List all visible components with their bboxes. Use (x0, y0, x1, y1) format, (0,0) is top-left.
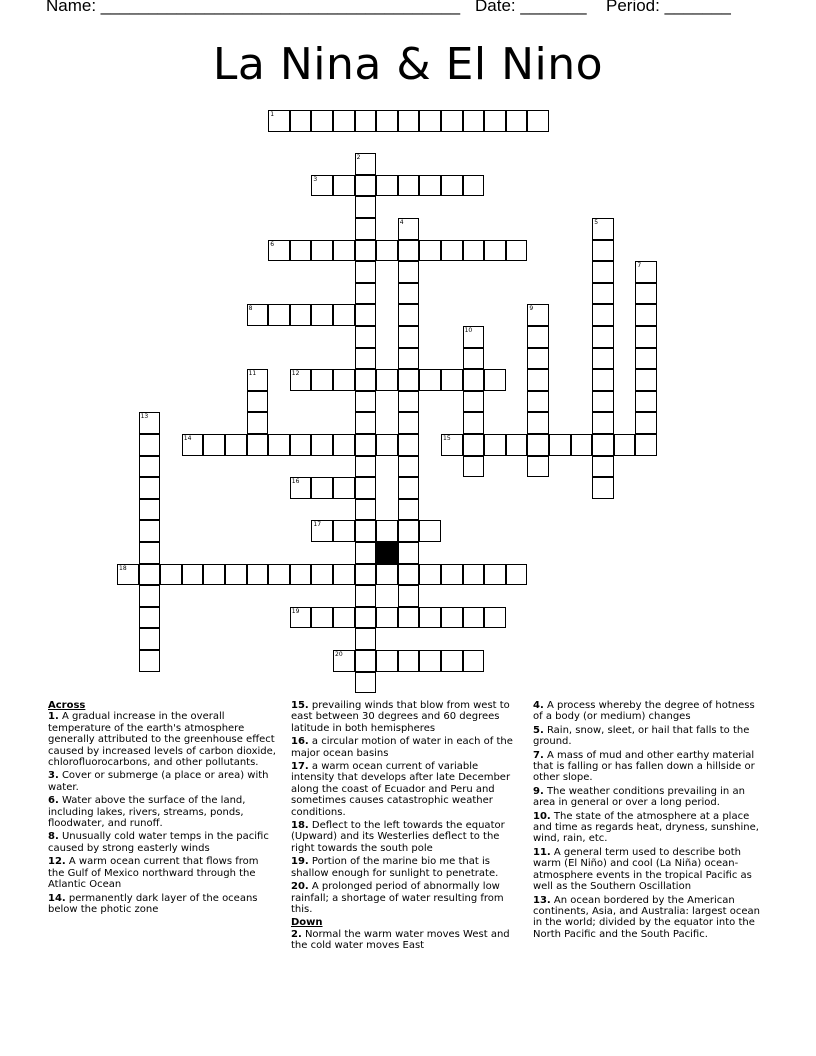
crossword-cell[interactable] (247, 434, 269, 456)
clue-number-label: 3 (313, 175, 318, 183)
crossword-cell[interactable] (484, 369, 506, 391)
crossword-cell[interactable] (355, 196, 377, 218)
crossword-cell[interactable] (635, 348, 657, 370)
crossword-cell[interactable] (311, 564, 333, 586)
crossword-cell[interactable] (355, 412, 377, 434)
down-heading: Down (291, 917, 323, 929)
crossword-cell[interactable] (592, 261, 614, 283)
crossword-cell[interactable] (571, 434, 593, 456)
crossword-cell[interactable] (355, 283, 377, 305)
crossword-cell[interactable] (484, 564, 506, 586)
crossword-cell[interactable] (333, 434, 355, 456)
crossword-cell[interactable] (441, 607, 463, 629)
crossword-cell[interactable] (463, 456, 485, 478)
crossword-cell[interactable] (398, 240, 420, 262)
crossword-cell[interactable] (247, 304, 269, 326)
crossword-cell[interactable] (398, 304, 420, 326)
crossword-cell[interactable] (225, 434, 247, 456)
crossword-cell[interactable] (311, 304, 333, 326)
crossword-cell[interactable] (268, 304, 290, 326)
clue-number-label: 17 (313, 521, 322, 529)
crossword-cell[interactable] (592, 369, 614, 391)
crossword-cell[interactable] (398, 218, 420, 240)
crossword-cell[interactable] (398, 456, 420, 478)
crossword-cell[interactable] (290, 110, 312, 132)
crossword-cell[interactable] (139, 585, 161, 607)
crossword-cell[interactable] (635, 391, 657, 413)
crossword-cell[interactable] (355, 369, 377, 391)
clue-number-label: 20 (335, 651, 343, 658)
crossword-cell[interactable] (635, 326, 657, 348)
crossword-cell[interactable] (441, 564, 463, 586)
crossword-cell[interactable] (311, 175, 333, 197)
crossword-cell[interactable] (355, 348, 377, 370)
crossword-cell[interactable] (268, 564, 290, 586)
crossword-cell[interactable] (398, 477, 420, 499)
crossword-cell[interactable] (441, 650, 463, 672)
crossword-cell[interactable] (441, 240, 463, 262)
clue-item: 13. An ocean bordered by the American continents, Asia, and Australia: largest ocean in the world; divided by the equator into the North Pacific and the South Pacific. (533, 894, 760, 940)
crossword-cell[interactable] (463, 434, 485, 456)
period-field[interactable]: Period: _______ (606, 0, 731, 15)
crossword-cell[interactable] (182, 434, 204, 456)
crossword-cell[interactable] (139, 520, 161, 542)
crossword-cell[interactable] (592, 434, 614, 456)
crossword-cell[interactable] (376, 369, 398, 391)
crossword-cell[interactable] (398, 564, 420, 586)
crossword-cell[interactable] (635, 412, 657, 434)
crossword-cell[interactable] (139, 456, 161, 478)
clue-column-1 (48, 700, 276, 917)
clue-item: 9. The weather conditions prevailing in an area in general or over a long period. (533, 785, 745, 809)
crossword-cell[interactable] (268, 110, 290, 132)
crossword-cell[interactable] (635, 304, 657, 326)
crossword-cell[interactable] (398, 261, 420, 283)
crossword-cell[interactable] (333, 520, 355, 542)
crossword-cell[interactable] (463, 326, 485, 348)
crossword-cell[interactable] (290, 369, 312, 391)
clue-number-label: 6 (270, 240, 275, 248)
crossword-cell[interactable] (333, 607, 355, 629)
crossword-cell[interactable] (139, 499, 161, 521)
date-field[interactable]: Date: _______ (475, 0, 587, 15)
crossword-cell[interactable] (441, 434, 463, 456)
clue-number-label: 12 (291, 370, 300, 378)
crossword-cell[interactable] (592, 456, 614, 478)
clue-item: 17. a warm ocean current of variable intensity that develops after late December along the coast of Ecuador and Peru and sometimes causes catastrophic weather conditions. (291, 761, 511, 818)
crossword-cell[interactable] (333, 175, 355, 197)
crossword-cell[interactable] (139, 434, 161, 456)
clue-item: 18. Deflect to the left towards the equator (Upward) and its Westerlies deflect to the right towards the south pole (291, 820, 505, 854)
crossword-cell[interactable] (160, 564, 182, 586)
crossword-cell[interactable] (527, 326, 549, 348)
crossword-cell[interactable] (355, 672, 377, 694)
crossword-cell[interactable] (139, 564, 161, 586)
crossword-cell[interactable] (333, 477, 355, 499)
clue-column-2 (291, 700, 519, 954)
crossword-cell[interactable] (247, 412, 269, 434)
crossword-cell[interactable] (333, 564, 355, 586)
clue-item: 4. A process whereby the degree of hotness of a body (or medium) changes (533, 700, 755, 723)
crossword-cell[interactable] (333, 304, 355, 326)
crossword-cell[interactable] (311, 607, 333, 629)
crossword-cell[interactable] (290, 477, 312, 499)
crossword-cell[interactable] (419, 240, 441, 262)
clue-number-label: 4 (399, 219, 404, 226)
crossword-cell[interactable] (635, 369, 657, 391)
crossword-cell[interactable] (203, 434, 225, 456)
crossword-cell[interactable] (484, 110, 506, 132)
crossword-cell[interactable] (376, 110, 398, 132)
crossword-cell[interactable] (311, 477, 333, 499)
clue-number-label: 18 (119, 564, 127, 572)
crossword-cell[interactable] (311, 240, 333, 262)
clue-number-label: 1 (270, 111, 275, 118)
crossword-cell[interactable] (398, 607, 420, 629)
crossword-cell[interactable] (203, 564, 225, 586)
crossword-cell[interactable] (527, 304, 549, 326)
crossword-cell[interactable] (614, 434, 636, 456)
clue-number-label: 19 (291, 607, 300, 615)
crossword-cell[interactable] (441, 110, 463, 132)
crossword-cell[interactable] (182, 564, 204, 586)
crossword-cell[interactable] (419, 607, 441, 629)
crossword-cell[interactable] (355, 499, 377, 521)
crossword-cell[interactable] (506, 110, 528, 132)
crossword-cell[interactable] (441, 369, 463, 391)
clue-item: 12. A warm ocean current that flows from the Gulf of Mexico northward through the Atlantic Ocean (48, 856, 259, 891)
crossword-cell[interactable] (592, 218, 614, 240)
crossword-cell[interactable] (311, 520, 333, 542)
clue-number-label: 8 (248, 305, 253, 313)
crossword-cell[interactable] (398, 650, 420, 672)
crossword-cell[interactable] (333, 240, 355, 262)
clue-item: 10. The state of the atmosphere at a place and time as regards heat, dryness, sunshine, wind, rain, etc. (533, 810, 759, 845)
crossword-cell[interactable] (527, 348, 549, 370)
crossword-cell[interactable] (225, 564, 247, 586)
clue-number-label: 2 (356, 154, 361, 162)
crossword-cell[interactable] (419, 175, 441, 197)
crossword-cell[interactable] (527, 391, 549, 413)
crossword-cell[interactable] (355, 564, 377, 586)
crossword-cell[interactable] (484, 607, 506, 629)
crossword-cell[interactable] (398, 434, 420, 456)
crossword-cell[interactable] (290, 607, 312, 629)
crossword-cell[interactable] (139, 412, 161, 434)
crossword-cell[interactable] (398, 391, 420, 413)
crossword-cell[interactable] (268, 240, 290, 262)
crossword-cell[interactable] (398, 369, 420, 391)
crossword-cell[interactable] (398, 110, 420, 132)
crossword-cell[interactable] (355, 434, 377, 456)
clue-column-3 (533, 700, 767, 942)
crossword-cell[interactable] (117, 564, 139, 586)
crossword-cell[interactable] (549, 434, 571, 456)
crossword-cell[interactable] (355, 391, 377, 413)
crossword-cell[interactable] (398, 326, 420, 348)
crossword-cell[interactable] (290, 304, 312, 326)
clue-number-label: 7 (637, 262, 642, 270)
clue-item: 1. A gradual increase in the overall temperature of the earth's atmosphere generally attributed to the greenhouse effect caused by increased levels of carbon dioxide, chlorofluorocarbons, and other pollutants. (48, 711, 276, 769)
crossword-cell[interactable] (635, 434, 657, 456)
crossword-cell[interactable] (311, 434, 333, 456)
crossword-cell[interactable] (355, 153, 377, 175)
crossword-cell[interactable] (506, 564, 528, 586)
crossword-cell[interactable] (376, 650, 398, 672)
crossword-cell[interactable] (247, 391, 269, 413)
crossword-cell[interactable] (290, 564, 312, 586)
crossword-cell[interactable] (247, 369, 269, 391)
clue-item: 20. A prolonged period of abnormally low rainfall; a shortage of water resulting from this. (291, 881, 504, 915)
crossword-cell[interactable] (376, 240, 398, 262)
crossword-cell[interactable] (355, 456, 377, 478)
crossword-cell[interactable] (419, 369, 441, 391)
crossword-cell[interactable] (592, 240, 614, 262)
crossword-cell[interactable] (463, 564, 485, 586)
crossword-cell[interactable] (463, 240, 485, 262)
blocked-cell (376, 542, 398, 564)
crossword-cell[interactable] (398, 542, 420, 564)
crossword-cell[interactable] (592, 412, 614, 434)
crossword-cell[interactable] (355, 240, 377, 262)
crossword-cell[interactable] (376, 520, 398, 542)
clue-number-label: 10 (464, 327, 473, 334)
crossword-cell[interactable] (635, 283, 657, 305)
crossword-cell[interactable] (355, 585, 377, 607)
clue-item: 5. Rain, snow, sleet, or hail that falls to the ground. (533, 724, 750, 748)
crossword-cell[interactable] (268, 434, 290, 456)
crossword-cell[interactable] (398, 585, 420, 607)
crossword-cell[interactable] (527, 434, 549, 456)
crossword-cell[interactable] (355, 650, 377, 672)
clue-item: 16. a circular motion of water in each of the major ocean basins (291, 736, 513, 759)
clue-number-label: 16 (291, 478, 300, 486)
crossword-cell[interactable] (463, 412, 485, 434)
crossword-cell[interactable] (139, 628, 161, 650)
crossword-cell[interactable] (592, 326, 614, 348)
crossword-cell[interactable] (333, 650, 355, 672)
clue-number-label: 13 (140, 413, 149, 421)
clue-item: 3. Cover or submerge (a place or area) with water. (48, 770, 269, 793)
crossword-cell[interactable] (139, 607, 161, 629)
crossword-cell[interactable] (355, 304, 377, 326)
crossword-cell[interactable] (484, 240, 506, 262)
crossword-cell[interactable] (376, 175, 398, 197)
clue-item: 19. Portion of the marine bio me that is shallow enough for sunlight to penetrate. (291, 856, 499, 879)
name-field[interactable]: Name: ______________________________________ (46, 0, 461, 15)
crossword-cell[interactable] (441, 175, 463, 197)
crossword-cell[interactable] (139, 650, 161, 672)
clue-number-label: 5 (594, 219, 599, 226)
crossword-cell[interactable] (398, 499, 420, 521)
crossword-cell[interactable] (506, 240, 528, 262)
clue-item: 7. A mass of mud and other earthy material that is falling or has fallen down a hillside or other slope. (533, 749, 755, 784)
clue-item: 14. permanently dark layer of the oceans below the photic zone (48, 892, 258, 915)
clue-number-label: 14 (183, 435, 192, 442)
crossword-cell[interactable] (592, 348, 614, 370)
crossword-cell[interactable] (355, 218, 377, 240)
crossword-cell[interactable] (463, 650, 485, 672)
clue-item: 8. Unusually cold water temps in the pacific caused by strong easterly winds (48, 831, 269, 854)
crossword-cell[interactable] (463, 348, 485, 370)
crossword-cell[interactable] (355, 607, 377, 629)
crossword-cell[interactable] (398, 520, 420, 542)
crossword-cell[interactable] (592, 391, 614, 413)
crossword-cell[interactable] (290, 434, 312, 456)
crossword-cell[interactable] (355, 542, 377, 564)
crossword-cell[interactable] (398, 175, 420, 197)
crossword-cell[interactable] (139, 477, 161, 499)
crossword-cell[interactable] (527, 110, 549, 132)
crossword-cell[interactable] (376, 607, 398, 629)
crossword-cell[interactable] (419, 564, 441, 586)
crossword-cell[interactable] (419, 650, 441, 672)
crossword-cell[interactable] (247, 564, 269, 586)
crossword-cell[interactable] (311, 110, 333, 132)
crossword-cell[interactable] (463, 110, 485, 132)
crossword-cell[interactable] (311, 369, 333, 391)
crossword-cell[interactable] (419, 520, 441, 542)
crossword-cell[interactable] (635, 261, 657, 283)
crossword-cell[interactable] (527, 456, 549, 478)
crossword-cell[interactable] (355, 110, 377, 132)
crossword-cell[interactable] (398, 283, 420, 305)
crossword-cell[interactable] (333, 110, 355, 132)
crossword-cell[interactable] (355, 261, 377, 283)
crossword-cell[interactable] (355, 175, 377, 197)
student-info-header (46, 0, 786, 20)
crossword-cell[interactable] (592, 477, 614, 499)
crossword-cell[interactable] (355, 520, 377, 542)
clue-item: 2. Normal the warm water moves West and the cold water moves East (291, 928, 510, 952)
clue-item: 6. Water above the surface of the land, including lakes, rivers, streams, ponds, floodwater, and runoff. (48, 795, 246, 830)
crossword-cell[interactable] (355, 477, 377, 499)
page-title: La Nina & El Nino (212, 39, 604, 90)
crossword-cell[interactable] (398, 348, 420, 370)
crossword-cell[interactable] (506, 434, 528, 456)
crossword-cell[interactable] (355, 326, 377, 348)
crossword-cell[interactable] (592, 283, 614, 305)
crossword-cell[interactable] (376, 434, 398, 456)
across-heading: Across (48, 700, 86, 711)
crossword-cell[interactable] (463, 369, 485, 391)
crossword-cell[interactable] (527, 369, 549, 391)
crossword-cell[interactable] (463, 175, 485, 197)
crossword-cell[interactable] (333, 369, 355, 391)
crossword-cell[interactable] (398, 412, 420, 434)
crossword-cell[interactable] (484, 434, 506, 456)
clue-number-label: 15 (443, 435, 451, 442)
crossword-cell[interactable] (463, 391, 485, 413)
clue-item: 11. A general term used to describe both warm (El Niño) and cool (La Niña) ocean-atmosphere events in the tropical Pacific as well as the Southern Oscillation (533, 846, 752, 893)
crossword-cell[interactable] (419, 110, 441, 132)
clue-number-label: 11 (248, 370, 257, 378)
crossword-cell[interactable] (139, 542, 161, 564)
crossword-cell[interactable] (355, 628, 377, 650)
crossword-cell[interactable] (527, 412, 549, 434)
clue-number-label: 9 (529, 305, 534, 313)
crossword-cell[interactable] (290, 240, 312, 262)
crossword-cell[interactable] (592, 304, 614, 326)
clue-item: 15. prevailing winds that blow from west to east between 30 degrees and 60 degrees latitude in both hemispheres (291, 700, 510, 734)
crossword-cell[interactable] (376, 564, 398, 586)
crossword-cell[interactable] (463, 607, 485, 629)
